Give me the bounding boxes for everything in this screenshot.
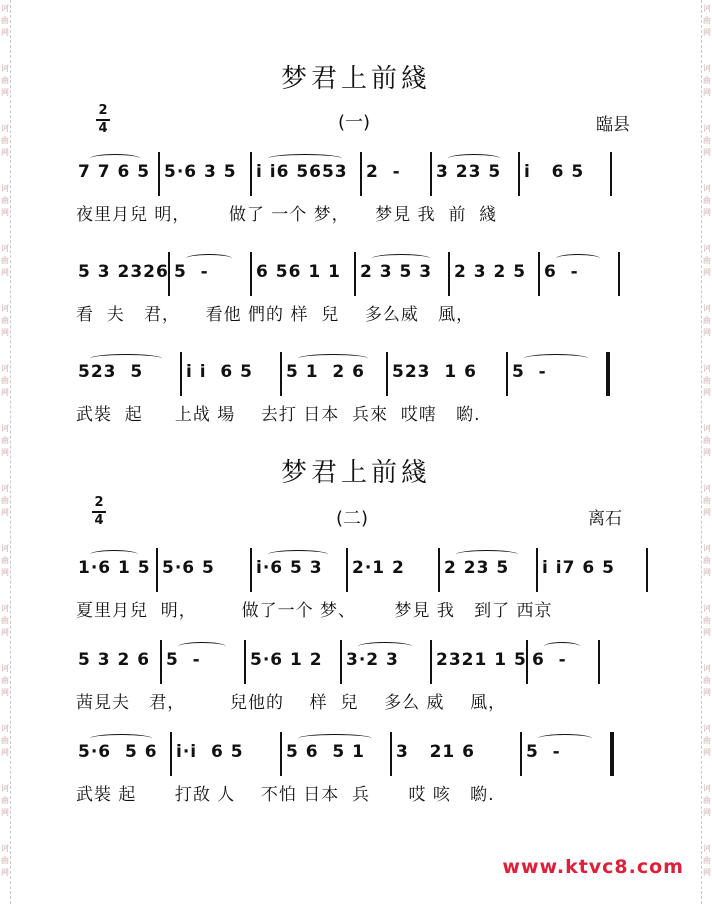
- slur-mark: [178, 642, 226, 651]
- watermark-char: 网: [703, 88, 711, 97]
- watermark-char: 网: [703, 148, 711, 157]
- watermark-char: 网: [1, 268, 9, 277]
- barline: [618, 252, 620, 296]
- barline: [354, 252, 356, 296]
- lyrics-line: 看 夫 君， 看他 們的 样 兒 多么威 風，: [76, 305, 475, 325]
- song1-title: 梦君上前綫: [280, 64, 431, 94]
- barline: [180, 352, 182, 396]
- song2-time-signature: [92, 496, 106, 528]
- watermark-char: 诃: [1, 4, 9, 13]
- watermark-char: 曲: [1, 496, 9, 505]
- slur-mark: [298, 734, 372, 743]
- barline: [244, 640, 246, 684]
- watermark-char: 曲: [1, 856, 9, 865]
- watermark-char: 诃: [1, 664, 9, 673]
- watermark-char: 曲: [1, 736, 9, 745]
- slur-mark: [556, 254, 600, 263]
- barline: [280, 732, 282, 776]
- song2-meter-bottom: 4: [94, 513, 104, 528]
- watermark-char: 诃: [703, 124, 711, 133]
- measure-notes: 523 1 6: [392, 362, 477, 382]
- final-barline: [606, 352, 610, 396]
- slur-mark: [358, 642, 412, 651]
- measure-notes: 5 -: [166, 650, 201, 670]
- slur-mark: [372, 254, 430, 263]
- watermark-char: 曲: [703, 556, 711, 565]
- watermark-char: 诃: [703, 724, 711, 733]
- watermark-char: 诃: [1, 244, 9, 253]
- watermark-char: 网: [1, 628, 9, 637]
- measure-notes: 2 3 2 5: [454, 262, 527, 282]
- watermark-char: 网: [703, 208, 711, 217]
- watermark-char: 曲: [703, 16, 711, 25]
- measure-notes: i i 6 5: [186, 362, 253, 382]
- song2-part-label: (二): [336, 508, 369, 529]
- watermark-char: 诃: [1, 64, 9, 73]
- barline: [250, 548, 252, 592]
- watermark-char: 诃: [703, 64, 711, 73]
- watermark-char: 曲: [703, 616, 711, 625]
- watermark-char: 网: [703, 448, 711, 457]
- barline: [160, 640, 162, 684]
- measure-notes: 5 6 5 1: [286, 742, 365, 762]
- barline: [448, 252, 450, 296]
- site-url[interactable]: www.ktvc8.com: [502, 856, 684, 878]
- slur-mark: [90, 354, 162, 363]
- song2-meter-top: 2: [94, 495, 104, 510]
- lyrics-line: 夜里月兒 明， 做了 一个 梦， 梦見 我 前 綫: [76, 205, 498, 225]
- barline: [168, 252, 170, 296]
- watermark-char: 曲: [1, 436, 9, 445]
- measure-notes: 3·2 3: [346, 650, 399, 670]
- measure-notes: 523 5: [78, 362, 144, 382]
- watermark-char: 曲: [703, 496, 711, 505]
- watermark-char: 网: [703, 328, 711, 337]
- watermark-char: 网: [1, 868, 9, 877]
- barline: [610, 152, 612, 196]
- watermark-char: 曲: [1, 256, 9, 265]
- watermark-char: 网: [1, 568, 9, 577]
- watermark-char: 网: [703, 568, 711, 577]
- watermark-char: 诃: [703, 304, 711, 313]
- watermark-char: 网: [703, 688, 711, 697]
- barline: [386, 352, 388, 396]
- song2-region: 离石: [588, 509, 622, 529]
- measure-notes: 5·6 1 2: [250, 650, 323, 670]
- measure-notes: 2321 1 5: [436, 650, 527, 670]
- barline: [170, 732, 172, 776]
- measure-notes: 5 1 2 6: [286, 362, 365, 382]
- final-barline: [610, 732, 614, 776]
- slur-mark: [90, 154, 140, 163]
- watermark-char: 网: [1, 448, 9, 457]
- watermark-char: 曲: [1, 376, 9, 385]
- measure-notes: i i6 5653: [256, 162, 348, 182]
- measure-notes: 5 3 2 6: [78, 650, 151, 670]
- watermark-char: 曲: [703, 136, 711, 145]
- measure-notes: 7 7 6 5: [78, 162, 151, 182]
- measure-notes: i·6 5 3: [256, 558, 323, 578]
- barline: [430, 640, 432, 684]
- watermark-char: 曲: [703, 676, 711, 685]
- watermark-char: 网: [703, 388, 711, 397]
- barline: [346, 548, 348, 592]
- barline: [646, 548, 648, 592]
- slur-mark: [298, 354, 368, 363]
- lyrics-line: 武裝 起 打敌 人 不怕 日本 兵 哎 咳 喲.: [76, 785, 495, 805]
- barline: [390, 732, 392, 776]
- watermark-char: 曲: [1, 196, 9, 205]
- watermark-char: 网: [1, 328, 9, 337]
- watermark-char: 曲: [1, 76, 9, 85]
- watermark-char: 诃: [703, 784, 711, 793]
- slur-mark: [90, 550, 138, 559]
- barline: [520, 732, 522, 776]
- watermark-char: 网: [1, 208, 9, 217]
- measure-notes: 5·6 3 5: [164, 162, 237, 182]
- song1-time-signature: [96, 104, 110, 136]
- watermark-char: 网: [1, 748, 9, 757]
- slur-mark: [268, 550, 328, 559]
- lyrics-line: 夏里月兒 明， 做了一个 梦、 梦見 我 到了 西京: [76, 601, 553, 621]
- watermark-char: 曲: [703, 376, 711, 385]
- song1-meter-top: 2: [98, 103, 108, 118]
- barline: [250, 252, 252, 296]
- song2-title: 梦君上前綫: [280, 458, 431, 488]
- watermark-char: 网: [703, 748, 711, 757]
- slur-mark: [456, 550, 518, 559]
- watermark-char: 网: [703, 808, 711, 817]
- measure-notes: i·i 6 5: [176, 742, 244, 762]
- watermark-char: 诃: [703, 544, 711, 553]
- watermark-char: 曲: [1, 136, 9, 145]
- watermark-char: 网: [703, 868, 711, 877]
- measure-notes: 5·6 5 6: [78, 742, 158, 762]
- measure-notes: 3 21 6: [396, 742, 475, 762]
- barline: [598, 640, 600, 684]
- barline: [430, 152, 432, 196]
- slur-mark: [544, 642, 580, 651]
- watermark-char: 诃: [1, 604, 9, 613]
- watermark-char: 网: [1, 508, 9, 517]
- watermark-char: 诃: [703, 484, 711, 493]
- watermark-char: 曲: [703, 196, 711, 205]
- watermark-char: 网: [1, 808, 9, 817]
- slur-mark: [90, 734, 152, 743]
- measure-notes: 5·6 5: [162, 558, 215, 578]
- barline: [340, 640, 342, 684]
- watermark-char: 诃: [703, 184, 711, 193]
- watermark-char: 诃: [1, 424, 9, 433]
- watermark-char: 诃: [703, 364, 711, 373]
- measure-notes: 3 23 5: [436, 162, 502, 182]
- barline: [360, 152, 362, 196]
- watermark-char: 网: [1, 88, 9, 97]
- watermark-char: 诃: [1, 544, 9, 553]
- barline: [280, 352, 282, 396]
- barline: [250, 152, 252, 196]
- slur-mark: [268, 154, 342, 163]
- measure-notes: 5 -: [174, 262, 209, 282]
- barline: [156, 548, 158, 592]
- watermark-char: 诃: [1, 364, 9, 373]
- measure-notes: 5 -: [526, 742, 561, 762]
- watermark-char: 网: [703, 28, 711, 37]
- lyrics-line: 茜見夫 君， 兒他的 样 兒 多么 威 風，: [76, 693, 507, 713]
- song1-region: 臨县: [596, 115, 630, 135]
- watermark-char: 网: [1, 688, 9, 697]
- watermark-char: 诃: [703, 664, 711, 673]
- barline: [518, 152, 520, 196]
- measure-notes: 6 -: [544, 262, 579, 282]
- watermark-char: 曲: [1, 796, 9, 805]
- measure-notes: i i7 6 5: [542, 558, 615, 578]
- watermark-char: 曲: [1, 316, 9, 325]
- song1-part-label: (一): [338, 112, 371, 133]
- watermark-char: 诃: [1, 724, 9, 733]
- measure-notes: 5 3 2326: [78, 262, 169, 282]
- measure-notes: 5 -: [512, 362, 547, 382]
- watermark-char: 诃: [703, 424, 711, 433]
- watermark-char: 曲: [1, 616, 9, 625]
- watermark-char: 诃: [1, 484, 9, 493]
- watermark-char: 网: [703, 508, 711, 517]
- watermark-char: 网: [703, 628, 711, 637]
- measure-notes: 6 56 1 1: [256, 262, 341, 282]
- watermark-char: 曲: [1, 676, 9, 685]
- measure-notes: 2·1 2: [352, 558, 405, 578]
- watermark-char: 曲: [703, 76, 711, 85]
- watermark-char: 诃: [703, 244, 711, 253]
- song1-meter-bottom: 4: [98, 121, 108, 136]
- watermark-char: 网: [1, 28, 9, 37]
- watermark-char: 诃: [1, 124, 9, 133]
- barline: [526, 640, 528, 684]
- watermark-char: 曲: [703, 856, 711, 865]
- measure-notes: 6 -: [532, 650, 567, 670]
- watermark-char: 诃: [703, 4, 711, 13]
- watermark-char: 曲: [703, 256, 711, 265]
- measure-notes: 1·6 1 5: [78, 558, 151, 578]
- watermark-char: 曲: [703, 736, 711, 745]
- watermark-char: 诃: [1, 304, 9, 313]
- barline: [438, 548, 440, 592]
- slur-mark: [524, 354, 588, 363]
- measure-notes: 2 23 5: [444, 558, 510, 578]
- measure-notes: 2 3 5 3: [360, 262, 433, 282]
- barline: [506, 352, 508, 396]
- watermark-char: 曲: [1, 16, 9, 25]
- measure-notes: 2 -: [366, 162, 401, 182]
- watermark-char: 诃: [1, 844, 9, 853]
- slur-mark: [448, 154, 500, 163]
- barline: [538, 252, 540, 296]
- watermark-char: 网: [1, 388, 9, 397]
- watermark-char: 诃: [1, 184, 9, 193]
- watermark-char: 诃: [703, 604, 711, 613]
- watermark-char: 诃: [1, 784, 9, 793]
- watermark-char: 诃: [703, 844, 711, 853]
- slur-mark: [538, 734, 592, 743]
- barline: [158, 152, 160, 196]
- watermark-char: 曲: [1, 556, 9, 565]
- lyrics-line: 武裝 起 上战 場 去打 日本 兵來 哎嗐 喲.: [76, 405, 481, 425]
- measure-notes: i 6 5: [524, 162, 585, 182]
- watermark-char: 网: [703, 268, 711, 277]
- watermark-char: 曲: [703, 436, 711, 445]
- watermark-char: 网: [1, 148, 9, 157]
- watermark-char: 曲: [703, 796, 711, 805]
- barline: [536, 548, 538, 592]
- slur-mark: [186, 254, 232, 263]
- watermark-char: 曲: [703, 316, 711, 325]
